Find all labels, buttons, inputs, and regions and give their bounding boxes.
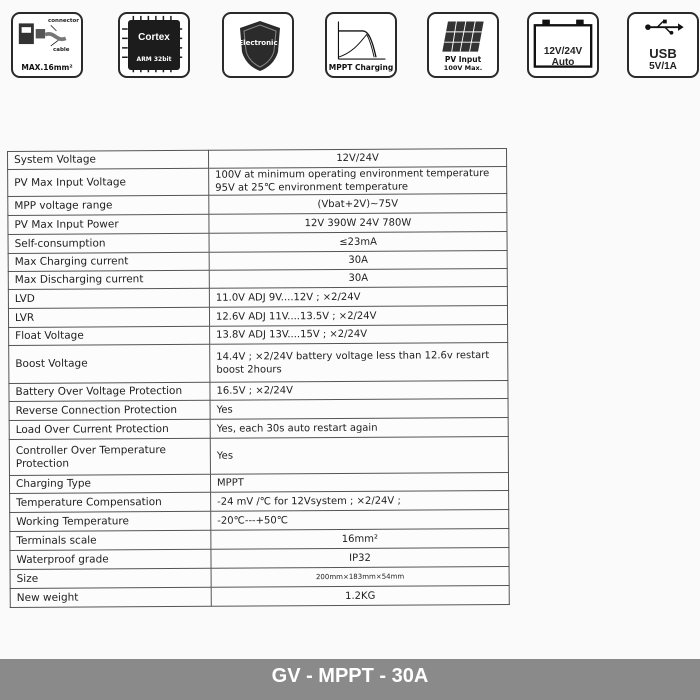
pv-input-label: PV Input — [444, 55, 482, 64]
product-title-banner: GV - MPPT - 30A — [0, 659, 700, 700]
spec-value: MPPT — [210, 472, 508, 492]
spec-value: ≤23mA — [209, 231, 507, 252]
spec-key: Reverse Connection Protection — [9, 400, 210, 420]
cable-caption: cable — [53, 47, 70, 53]
spec-value: 16mm² — [211, 528, 509, 549]
connector-caption: connector — [48, 18, 79, 24]
spec-key: Self-consumption — [8, 233, 209, 253]
usb-icon — [627, 12, 699, 78]
spec-key: Max Discharging current — [8, 270, 209, 289]
spec-table-body — [8, 148, 510, 607]
spec-table — [7, 148, 510, 608]
spec-value: 14.4V ; ×2/24V battery voltage less than 12.6v restart boost 2hours — [210, 342, 508, 382]
spec-row — [8, 166, 507, 196]
spec-value: -24 mV /℃ for 12Vsystem ; ×2/24V ; — [211, 490, 509, 511]
spec-key: PV Max Input Voltage — [8, 168, 209, 196]
spec-value: 11.0V ADJ 9V....12V ; ×2/24V — [209, 286, 507, 307]
spec-key: Waterproof grade — [10, 549, 211, 569]
spec-key: Charging Type — [9, 474, 210, 493]
spec-key: Temperature Compensation — [10, 492, 211, 512]
spec-value: (Vbat+2V)~75V — [209, 193, 507, 214]
spec-value: 200mm×183mm×54mm — [211, 566, 509, 587]
spec-key: LVD — [8, 288, 209, 308]
spec-value: Yes — [210, 436, 508, 474]
pv-max-label: 100V Max. — [443, 64, 483, 72]
mppt-label: MPPT Charging — [328, 63, 394, 72]
battery-auto-label: Auto — [551, 57, 575, 68]
spec-key: PV Max Input Power — [8, 214, 209, 234]
spec-value: 12V 390W 24V 780W — [209, 212, 507, 233]
spec-key: Float Voltage — [9, 326, 210, 345]
spec-key: Working Temperature — [10, 511, 211, 531]
pv-input-icon — [427, 12, 499, 78]
spec-value: 12V/24V — [208, 148, 506, 168]
spec-key: Max Charging current — [8, 252, 209, 271]
spec-key: Battery Over Voltage Protection — [9, 382, 210, 401]
mppt-curve-drawing — [327, 14, 395, 76]
electronic-label: Electronic — [238, 39, 278, 47]
cortex-arm-icon — [118, 12, 190, 78]
spec-value: 30A — [209, 268, 507, 288]
spec-row — [9, 436, 508, 475]
cortex-chip — [128, 20, 180, 70]
spec-key: Load Over Current Protection — [9, 419, 210, 439]
electronic-shield-icon — [222, 12, 294, 78]
spec-value: 30A — [209, 250, 507, 270]
battery-voltage-label: 12V/24V — [543, 46, 583, 57]
spec-key: MPP voltage range — [8, 195, 209, 215]
mppt-charging-icon — [325, 12, 397, 78]
spec-value: 16.5V ; ×2/24V — [210, 380, 508, 400]
cortex-brand: Cortex — [138, 32, 170, 43]
spec-value: IP32 — [211, 547, 509, 568]
spec-value: 13.8V ADJ 13V....15V ; ×2/24V — [210, 324, 508, 344]
spec-value: 1.2KG — [211, 585, 509, 606]
spec-value: Yes — [210, 398, 508, 419]
spec-value: 100V at minimum operating environment temperature 95V at 25℃ environment temperature — [209, 166, 507, 195]
connector-cable-icon — [11, 12, 83, 78]
battery-drawing — [529, 14, 597, 76]
arm-label: ARM 32bit — [136, 56, 172, 63]
usb-rating-label: 5V/1A — [649, 61, 677, 72]
spec-value: Yes, each 30s auto restart again — [210, 417, 508, 438]
spec-value: -20℃---+50℃ — [211, 509, 509, 530]
spec-key: System Voltage — [8, 150, 209, 169]
spec-value: 12.6V ADJ 11V....13.5V ; ×2/24V — [209, 305, 507, 326]
battery-icon — [527, 12, 599, 78]
spec-row — [10, 585, 509, 607]
solar-panel-drawing — [429, 14, 497, 76]
spec-key: Controller Over Temperature Protection — [9, 438, 210, 475]
terminal-size-label: MAX.16mm² — [21, 63, 73, 72]
feature-icon-row — [0, 12, 700, 82]
spec-key: Terminals scale — [10, 530, 211, 550]
spec-row — [9, 342, 508, 383]
spec-key: New weight — [10, 587, 211, 607]
usb-symbol-drawing — [629, 14, 697, 76]
usb-label: USB — [649, 46, 677, 61]
spec-key: LVR — [8, 307, 209, 327]
spec-key: Boost Voltage — [9, 344, 210, 383]
spec-key: Size — [10, 568, 211, 588]
